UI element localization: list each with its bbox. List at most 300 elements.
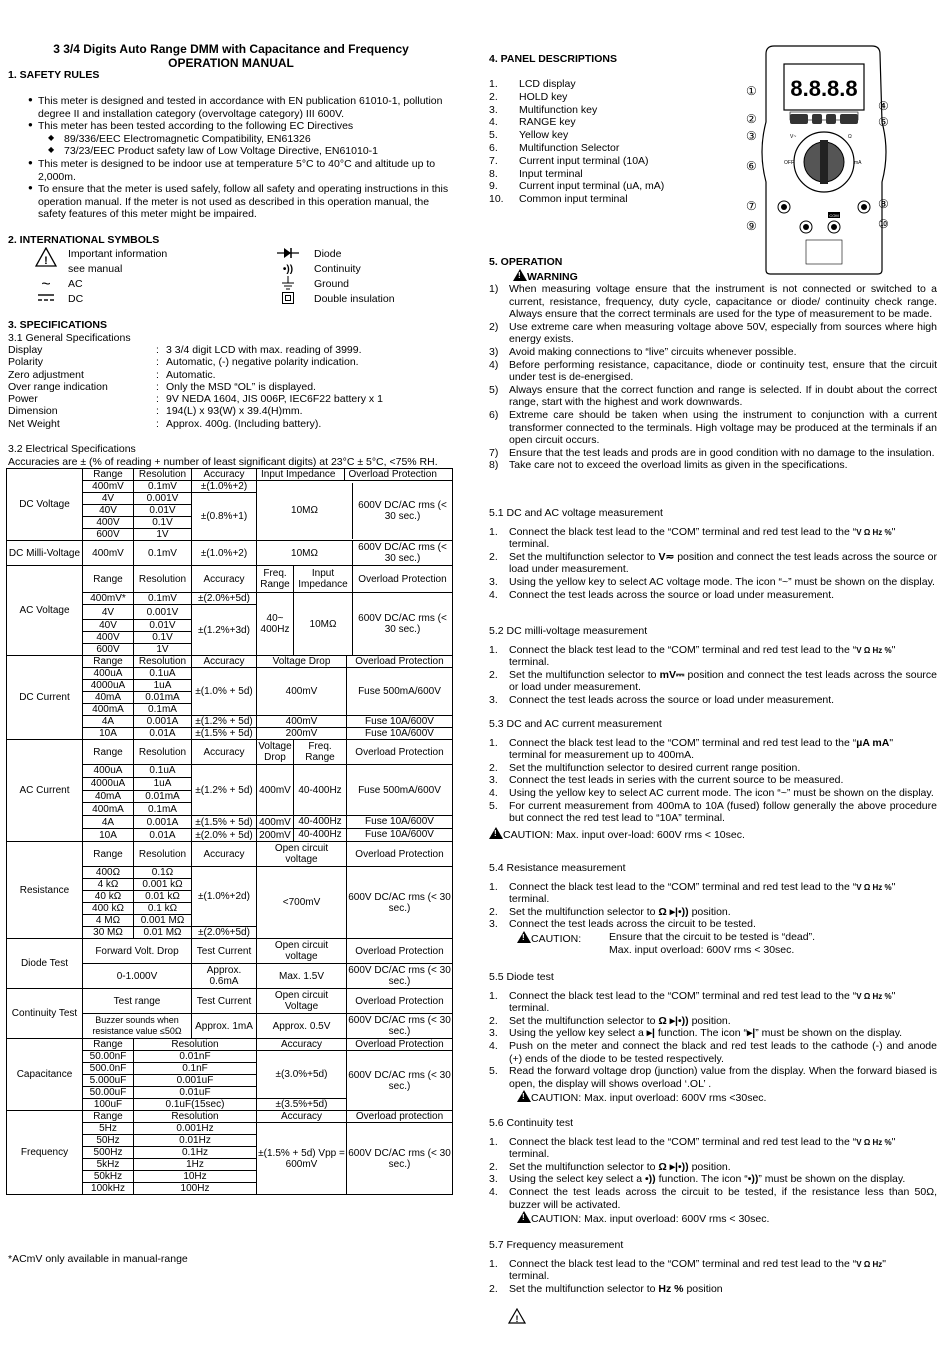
- list-item: 2. Set the multifunction selector to desired current range position.: [489, 761, 801, 774]
- header-cell: Resolution: [134, 566, 192, 593]
- cell: 400mA: [83, 803, 134, 816]
- cell: 0.01A: [134, 728, 192, 740]
- header-cell: Forward Volt. Drop: [83, 939, 192, 964]
- cell: ±(1.2%+3d): [192, 605, 257, 656]
- list-item: 5. Read the forward voltage drop (junction) value from the display. When the forward biased is open, the display will shows overload ‘.OL’ .: [489, 1065, 937, 1090]
- spec-colon: :: [156, 393, 159, 406]
- cell: ±(1.0%+2): [192, 481, 257, 493]
- cell: [294, 829, 453, 842]
- protection-value: Fuse 10A/600V: [346, 829, 452, 841]
- list-item: 5. Yellow key: [489, 129, 569, 142]
- spec-colon: :: [156, 368, 159, 381]
- header-cell: Resolution: [134, 842, 192, 867]
- header-label: Freq. Range: [305, 741, 335, 763]
- cell: 4A: [83, 716, 134, 728]
- panel-heading: 4. PANEL DESCRIPTIONS: [489, 53, 617, 65]
- svg-text:Ω: Ω: [848, 134, 852, 140]
- cell: 0.1mV: [134, 481, 192, 493]
- cell: 100Hz: [134, 1183, 257, 1195]
- header-cell: Resolution: [134, 469, 192, 481]
- section-5-7: [489, 1239, 937, 1295]
- cell: 0.01 MΩ: [134, 927, 192, 939]
- spec-colon: :: [156, 356, 159, 369]
- electrical-specs-heading: 3.2 Electrical Specifications: [8, 443, 136, 455]
- cell: ±(2.0%+5d): [192, 593, 257, 605]
- cell: 400mV: [257, 668, 347, 716]
- cell: Approx. 1mA: [192, 1014, 257, 1039]
- list-item: 1. LCD display: [489, 78, 576, 90]
- category-cell: Diode Test: [7, 939, 83, 989]
- cell: 0.001A: [134, 716, 192, 728]
- safety-directive: ◆ 89/336/EEC Electromagnetic Compatibility, EN61326: [8, 133, 456, 146]
- cell: 5Hz: [83, 1123, 134, 1135]
- cell: 0.1mV: [134, 593, 192, 605]
- ground-icon: [272, 276, 304, 294]
- freq-value: 40-400Hz: [298, 829, 342, 840]
- list-item: 2. Set the multifunction selector to Hz % position: [489, 1282, 723, 1295]
- safety-bullet: ● This meter has been tested according to the following EC Directives: [8, 120, 456, 133]
- cell: Approx. 0.5V: [257, 1014, 347, 1039]
- header-cell: Accuracy: [192, 469, 257, 481]
- header-cell: Open circuit Voltage: [257, 989, 347, 1014]
- warning-icon: [489, 827, 503, 839]
- cell: ±(1.0%+2d): [192, 867, 257, 927]
- list-item: 7. Current input terminal (10A): [489, 154, 649, 167]
- cell: ±(1.2% + 5d): [192, 765, 257, 816]
- header-cell: Resolution: [134, 1039, 257, 1051]
- caution-text: Max. input overload: 600V rms < 30sec.: [609, 943, 795, 956]
- category-cell: Resistance: [7, 842, 83, 939]
- spec-key: Dimension: [8, 405, 58, 418]
- cell: ±(2.0% + 5d): [192, 829, 257, 842]
- table-row: [7, 469, 453, 481]
- cell: 1uA: [134, 777, 192, 790]
- table-row: [7, 939, 453, 964]
- list-item: 2. Set the multifunction selector to Ω ▸|•)) position.: [489, 1014, 731, 1027]
- cell: ±(1.0%+2): [192, 541, 257, 566]
- list-item: 3. Connect the test leads in series with the current source to be measured.: [489, 774, 844, 787]
- cell: 400mA: [83, 704, 134, 716]
- cell: 0.1Ω: [134, 867, 192, 879]
- cell: 0.001uF: [134, 1075, 257, 1087]
- category-cell: AC Voltage: [7, 566, 83, 656]
- cell: 4000uA: [83, 680, 134, 692]
- general-specs: [8, 344, 456, 430]
- symbols-left: [30, 247, 250, 307]
- list-item: 2. Set the multifunction selector to mV⎓ position and connect the test leads across the source or load under measurement.: [489, 668, 938, 694]
- header-cell: Range: [83, 1111, 134, 1123]
- list-item: 5. For current measurement from 400mA to 10A (fused) follow generally the above procedure but connect the red test lead to “10A” terminal.: [489, 799, 937, 825]
- cell: 400V: [83, 517, 134, 529]
- symbol-label: Continuity: [314, 263, 361, 276]
- cell: 0.001V: [134, 605, 192, 620]
- cell: 10A: [83, 728, 134, 740]
- list-item: 1. Connect the black test lead to the “COM” terminal and red test lead to the “V Ω Hz %" terminal.: [489, 880, 896, 906]
- header-cell: Range: [83, 656, 134, 668]
- cell: 4A: [83, 816, 134, 829]
- cell: ±(3.5%+5d): [257, 1099, 347, 1111]
- list-item: 10. Common input terminal: [489, 193, 628, 206]
- header-cell: Resolution: [134, 1111, 257, 1123]
- cell: ±(1.5% + 5d) Vpp = 600mV: [257, 1123, 347, 1195]
- protection-value: 600V DC/AC rms (< 30 sec.): [352, 483, 452, 539]
- cell: 1V: [134, 529, 192, 541]
- multimeter-diagram: [740, 42, 915, 277]
- cell: 600V DC/AC rms (< 30 sec.): [347, 867, 453, 939]
- cell: 400mV: [83, 541, 134, 566]
- cell: <700mV: [257, 867, 347, 939]
- panel-list: [489, 78, 739, 206]
- callout-2: ②: [746, 112, 757, 126]
- cell: 30 MΩ: [83, 927, 134, 939]
- cell: 0.1uF(15sec): [134, 1099, 257, 1111]
- list-item: 4. Connect the test leads across the source or load under measurement.: [489, 588, 835, 601]
- spec-key: Net Weight: [8, 417, 60, 430]
- spec-key: Display: [8, 344, 43, 356]
- section-heading: 5.6 Continuity test: [489, 1117, 574, 1129]
- spec-value: Approx. 400g. (Including battery).: [166, 417, 322, 430]
- header-cell: Range: [83, 469, 134, 481]
- list-item: 1. Connect the black test lead to the “COM” terminal and red test lead to the “V Ω Hz %" terminal.: [489, 643, 896, 669]
- cell: 4 MΩ: [83, 915, 134, 927]
- lcd-digits: 8.8.8.8: [790, 76, 858, 101]
- cell: 600V: [83, 529, 134, 541]
- callout-1: ①: [746, 84, 757, 98]
- specs-heading: 3. SPECIFICATIONS: [8, 319, 107, 331]
- section-5-1: [489, 507, 937, 601]
- spec-value: Only the MSD “OL” is displayed.: [166, 380, 316, 393]
- callout-6: ⑥: [746, 159, 757, 173]
- warning-icon: [30, 247, 62, 271]
- cell: Max. 1.5V: [257, 964, 347, 989]
- protection-value: 600V DC/AC rms (< 30 sec.): [352, 593, 452, 655]
- list-item: 3. Using the yellow key select a ▸| function. The icon “▸|” must be shown on the display.: [489, 1027, 903, 1040]
- callout-3: ③: [746, 129, 757, 143]
- cell: 500Hz: [83, 1147, 134, 1159]
- cell: ±(1.0% + 5d): [192, 668, 257, 716]
- table-row: [7, 656, 453, 668]
- cell: 400mV: [83, 481, 134, 493]
- spec-value: 3 3/4 digit LCD with max. reading of 3999.: [166, 344, 362, 356]
- protection-value: Fuse 10A/600V: [346, 816, 452, 828]
- cell: 500.0nF: [83, 1063, 134, 1075]
- double-insulation-icon: [272, 292, 304, 308]
- spec-key: Over range indication: [8, 380, 108, 393]
- cell: 400mV: [257, 716, 347, 728]
- safety-rules: [8, 95, 456, 221]
- continuity-icon: •)): [282, 263, 294, 275]
- warning-icon: [517, 931, 531, 943]
- cell: 0.1Hz: [134, 1147, 257, 1159]
- list-item: 3. Connect the test leads across the circuit to be tested.: [489, 918, 756, 931]
- operation-warnings: [489, 283, 937, 472]
- cell: ±(2.0%+5d): [192, 927, 257, 939]
- list-item: 3. Multifunction key: [489, 103, 598, 116]
- svg-text:COM: COM: [829, 213, 839, 218]
- symbols-heading: 2. INTERNATIONAL SYMBOLS: [8, 234, 160, 246]
- protection-value: Fuse 500mA/600V: [346, 765, 452, 815]
- safety-bullet: ● To ensure that the meter is used safely, follow all safety and operating instructions in this operation manual. If the meter is not used as described in this operation manual, the safety features of this meter might be impaired.: [8, 183, 456, 221]
- cell: 400V: [83, 632, 134, 644]
- symbol-label: DC: [68, 293, 84, 306]
- warning-icon: [517, 1211, 531, 1223]
- warning-icon: [513, 269, 527, 281]
- cell: Approx. 0.6mA: [192, 964, 257, 989]
- symbol-label: see manual: [68, 263, 123, 275]
- svg-text:OFF: OFF: [784, 160, 794, 166]
- list-item: 3. Using the select key select a •)) function. The icon “•))” must be shown on the display.: [489, 1173, 906, 1186]
- list-item: 7) Ensure that the test leads and prods are in good condition with no damage to the insulation.: [489, 446, 935, 459]
- header-cell: Range: [83, 842, 134, 867]
- header-cell: Range: [83, 740, 134, 765]
- cell: 0.01 kΩ: [134, 891, 192, 903]
- header-cell: Overload Protection: [347, 939, 453, 964]
- cell: 5kHz: [83, 1159, 134, 1171]
- caution-label: CAUTION:: [531, 932, 582, 945]
- caution-text: CAUTION: Max. input overload: 600V rms < 30sec.: [531, 1213, 770, 1226]
- svg-text:mA: mA: [854, 160, 862, 166]
- cell: 100uF: [83, 1099, 134, 1111]
- section-heading: 5.4 Resistance measurement: [489, 862, 626, 874]
- cell: 1Hz: [134, 1159, 257, 1171]
- cell: 0.01mA: [134, 692, 192, 704]
- cell: 0.1mA: [134, 704, 192, 716]
- header-cell: Test Current: [192, 989, 257, 1014]
- header-cell: Range: [83, 566, 134, 593]
- spec-colon: :: [156, 380, 159, 393]
- header-cell: Overload Protection: [347, 989, 453, 1014]
- spec-value: Automatic.: [166, 368, 216, 381]
- cell: 0.1mA: [134, 803, 192, 816]
- freq-value: 40~ 400Hz: [260, 613, 290, 635]
- cell: 400uA: [83, 765, 134, 778]
- section-heading: 5.7 Frequency measurement: [489, 1239, 624, 1251]
- warning-icon: [508, 1308, 526, 1328]
- table-row: [7, 1039, 453, 1051]
- cell: 10Hz: [134, 1171, 257, 1183]
- safety-bullet: ● This meter is designed and tested in accordance with EN publication 61010-1, pollution degree II and installation category (overvoltage category) III 600V.: [8, 95, 456, 120]
- section-5-3: [489, 718, 937, 841]
- list-item: 1. Connect the black test lead to the “COM” terminal and red test lead to the “µA mA" terminal for measurement up to 400mA.: [489, 736, 894, 762]
- list-item: 4. Using the yellow key to select AC current mode. The icon “~” must be shown on the display.: [489, 786, 934, 799]
- header-cell: Accuracy: [257, 1111, 347, 1123]
- table-row: [7, 740, 453, 765]
- operation-section: [489, 256, 937, 283]
- cell: 1V: [134, 644, 192, 656]
- cell: 0.1nF: [134, 1063, 257, 1075]
- category-cell: DC Milli-Voltage: [7, 541, 83, 566]
- cell: 400 kΩ: [83, 903, 134, 915]
- section-heading: 5.1 DC and AC voltage measurement: [489, 507, 663, 519]
- cell: 50.00uF: [83, 1087, 134, 1099]
- category-cell: AC Current: [7, 740, 83, 842]
- cell: 0.001A: [134, 816, 192, 829]
- cell: 600V: [83, 644, 134, 656]
- header-cell: Resolution: [134, 740, 192, 765]
- cell: 40V: [83, 505, 134, 517]
- cell: 50Hz: [83, 1135, 134, 1147]
- list-item: 1. Connect the black test lead to the “COM” terminal and red test lead to the “V Ω Hz" terminal.: [489, 1257, 886, 1283]
- cell: 0.001 kΩ: [134, 879, 192, 891]
- cell: Fuse 500mA/600V: [347, 668, 453, 716]
- cell: 50kHz: [83, 1171, 134, 1183]
- list-item: 2) Use extreme care when measuring voltage above 50V, especially from sources where high energy exists.: [489, 320, 937, 346]
- section-5-4: [489, 862, 937, 956]
- operation-heading: 5. OPERATION: [489, 256, 563, 268]
- symbols-right: [272, 247, 462, 307]
- spec-value: 194(L) x 93(W) x 39.4(H)mm.: [166, 405, 303, 418]
- impedance-value: 10MΩ: [293, 593, 352, 655]
- header-cell: Accuracy: [192, 566, 257, 593]
- cell: 400Ω: [83, 867, 134, 879]
- cell: 600V DC/AC rms (< 30 sec.): [348, 965, 451, 987]
- caution-text: Ensure that the circuit to be tested is “dead”.: [609, 930, 816, 943]
- cell: 0.001V: [134, 493, 192, 505]
- list-item: 9. Current input terminal (uA, mA): [489, 180, 665, 193]
- cell: 0-1.000V: [83, 964, 192, 989]
- svg-text:!: !: [515, 1314, 519, 1324]
- spec-key: Power: [8, 393, 38, 406]
- list-item: 2. Set the multifunction selector to V≂ position and connect the test leads across the source or load under measurement.: [489, 550, 938, 576]
- table-row: [7, 541, 453, 566]
- safety-bullet: ● This meter is designed to be indoor use at temperature 5°C to 40°C and altitude up to 2,000m.: [8, 158, 456, 183]
- list-item: 1. Connect the black test lead to the “COM” terminal and red test lead to the “V Ω Hz %" terminal.: [489, 1135, 896, 1161]
- cell: 0.01mA: [134, 790, 192, 803]
- spec-value: 9V NEDA 1604, JIS 006P, IEC6F22 battery x 1: [166, 393, 383, 406]
- safety-heading: 1. SAFETY RULES: [8, 69, 100, 81]
- cell: [257, 593, 453, 656]
- section-heading: 5.2 DC milli-voltage measurement: [489, 625, 648, 637]
- header-cell: Range: [83, 1039, 134, 1051]
- dc-icon: [30, 293, 62, 307]
- list-item: 4) Before performing resistance, capacitance, diode or continuity test, ensure that the circuit under test is de-energised.: [489, 358, 937, 384]
- header-cell: Accuracy: [192, 740, 257, 765]
- cell: 0.01nF: [134, 1051, 257, 1063]
- header-cell: Open circuit voltage: [257, 939, 347, 964]
- list-item: 1. Connect the black test lead to the “COM” terminal and red test lead to the “V Ω Hz %" terminal.: [489, 989, 896, 1015]
- cell: Fuse 10A/600V: [347, 728, 453, 740]
- list-item: 1) When measuring voltage ensure that the instrument is not connected or switched to a current, resistance, frequency, duty cycle, capacitance or diode/ continuity check range. Always ensure that the correct terminals are used for the type of measurement to be made.: [489, 283, 937, 321]
- cell: 0.1uA: [134, 765, 192, 778]
- cell: Fuse 10A/600V: [347, 716, 453, 728]
- cell: 0.01V: [134, 620, 192, 632]
- category-cell: Capacitance: [7, 1039, 83, 1111]
- table-row: [7, 566, 453, 593]
- callout-10: ⑩: [878, 217, 889, 231]
- header-cell: Voltage Drop: [258, 741, 292, 763]
- list-item: 5) Always ensure that the correct function and range is selected. If in doubt about the correct range, start with the highest and work downwards.: [489, 383, 937, 409]
- spec-colon: :: [156, 417, 159, 430]
- header-cell: Accuracy: [257, 1039, 347, 1051]
- cell: 0.01A: [134, 829, 192, 842]
- cell: 40mA: [83, 692, 134, 704]
- section-heading: 5.5 Diode test: [489, 971, 554, 983]
- freq-value: 40-400Hz: [298, 816, 342, 827]
- caution-text: CAUTION: Max. input overload: 600V rms <30sec.: [531, 1092, 767, 1105]
- section-heading: 5.3 DC and AC current measurement: [489, 718, 662, 730]
- cell: [257, 541, 453, 566]
- cell: 600V DC/AC rms (< 30 sec.): [347, 1051, 453, 1111]
- caution-text: CAUTION: Max. input over-load: 600V rms < 10sec.: [503, 828, 745, 841]
- spec-value: Automatic, (-) negative polarity indication.: [166, 356, 359, 369]
- list-item: 4. Connect the test leads across the circuit to be tested, if the resistance less than 50Ω, buzzer will be activated.: [489, 1185, 937, 1211]
- cell: 4V: [83, 493, 134, 505]
- header-cell: Test Current: [192, 939, 257, 964]
- cell: 4 kΩ: [83, 879, 134, 891]
- cell: 40V: [83, 620, 134, 632]
- impedance-value: 10MΩ: [291, 547, 318, 559]
- cell: 0.01uF: [134, 1087, 257, 1099]
- category-cell: DC Voltage: [7, 469, 83, 541]
- symbol-label: Ground: [314, 278, 350, 291]
- section-5-6: [489, 1117, 937, 1226]
- header-cell: Accuracy: [192, 842, 257, 867]
- cell: 0.1V: [134, 517, 192, 529]
- cell: ±(1.2% + 5d): [192, 716, 257, 728]
- header-cell: Test range: [83, 989, 192, 1014]
- header-cell: Resolution: [134, 656, 192, 668]
- cell: 600V DC/AC rms (< 30 sec.): [348, 1015, 451, 1037]
- cell: 200mV: [257, 829, 294, 842]
- cell: 600V DC/AC rms (< 30 sec.): [347, 1123, 453, 1195]
- spec-colon: :: [156, 405, 159, 418]
- svg-text:V~: V~: [790, 134, 797, 140]
- cell: ±(1.5% + 5d): [192, 728, 257, 740]
- list-item: 3. Using the yellow key to select AC voltage mode. The icon “~” must be shown on the display.: [489, 575, 935, 588]
- header-label: Overload Protection: [346, 740, 452, 764]
- general-specs-heading: 3.1 General Specifications: [8, 332, 131, 344]
- list-item: 1. Connect the black test lead to the “COM” terminal and red test lead to the “V Ω Hz %" terminal.: [489, 525, 896, 551]
- spec-key: Polarity: [8, 356, 44, 369]
- table-footnote: *ACmV only available in manual-range: [8, 1253, 188, 1265]
- category-cell: DC Current: [7, 656, 83, 740]
- callout-7: ⑦: [746, 199, 757, 213]
- header-cell: [294, 740, 453, 765]
- header-cell: Voltage Drop: [257, 656, 347, 668]
- table-row: [7, 1111, 453, 1123]
- header-cell: Accuracy: [192, 656, 257, 668]
- callout-8: ⑧: [878, 197, 889, 211]
- list-item: 3. Connect the test leads across the source or load under measurement.: [489, 693, 835, 706]
- cell: 400uA: [83, 668, 134, 680]
- cell: 40mA: [83, 790, 134, 803]
- cell: 100kHz: [83, 1183, 134, 1195]
- symbol-label: Important information: [68, 248, 168, 260]
- safety-directive: ◆ 73/23/EEC Product safety law of Low Voltage Directive, EN61010-1: [8, 145, 456, 158]
- symbol-label: Double insulation: [314, 293, 395, 306]
- list-item: 2. Set the multifunction selector to Ω ▸|•)) position.: [489, 905, 731, 918]
- cell: 40 kΩ: [83, 891, 134, 903]
- list-item: 2. Set the multifunction selector to Ω ▸|•)) position.: [489, 1160, 731, 1173]
- diode-icon: [272, 247, 304, 263]
- list-item: 6) Extreme care should be taken when using the instrument to conjunction with a current transformer connected to the terminals. High voltage may be produced at the terminals if an open circuit occurs.: [489, 408, 937, 447]
- cell: ±(3.0%+5d): [257, 1051, 347, 1099]
- header-cell: Open circuit voltage: [257, 842, 347, 867]
- header-cell: Overload Protection: [347, 656, 453, 668]
- category-cell: Continuity Test: [7, 989, 83, 1039]
- cell: 0.1mV: [134, 541, 192, 566]
- cell: 400mV: [257, 765, 294, 816]
- header-cell: Overload Protection: [347, 1039, 453, 1051]
- cell: 4000uA: [83, 777, 134, 790]
- cell: ±(1.5% + 5d): [192, 816, 257, 829]
- symbol-label: AC: [68, 278, 83, 291]
- callout-5: ⑤: [878, 115, 889, 129]
- list-item: 3) Avoid making connections to “live” circuits whenever possible.: [489, 345, 797, 358]
- cell: [257, 481, 453, 541]
- warning-icon: [517, 1090, 531, 1102]
- manual-subtitle: OPERATION MANUAL: [168, 56, 294, 70]
